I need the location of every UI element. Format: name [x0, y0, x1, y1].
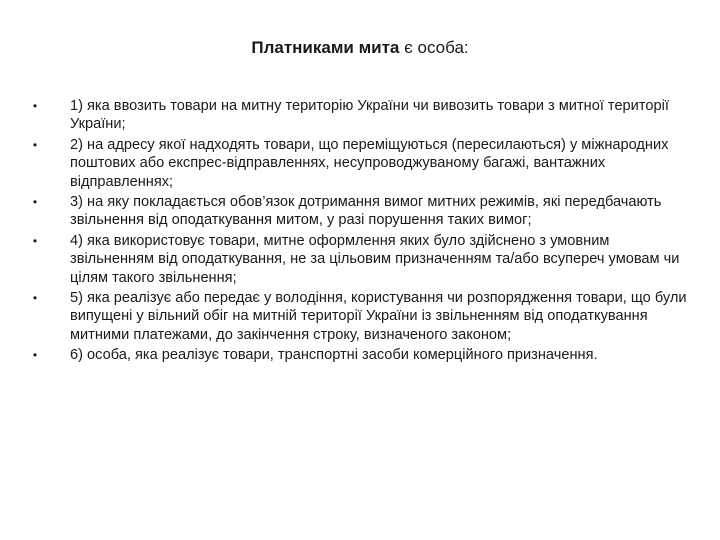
bullet-icon: • [32, 291, 38, 306]
list-item-text: 5) яка реалізує або передає у володіння, користування чи розпорядження товари, що були випущені у вільний обіг на митній території України із звільненням від оподаткування митними платежами, до закінчення строку, визначеного законом; [70, 290, 687, 343]
bullet-icon: • [32, 99, 38, 113]
list-item-text: 6) особа, яка реалізує товари, транспортні засоби комерційного призначення. [70, 347, 598, 364]
slide-title-bold: Платниками мита [251, 38, 400, 57]
slide-title-rest: є особа: [399, 38, 469, 57]
list-item [30, 289, 690, 344]
bullet-icon: • [32, 348, 38, 363]
list-item-text: 1) яка ввозить товари на митну територію України чи вивозить товари з митної території України; [70, 98, 669, 133]
list-item-text: 3) на яку покладається обов’язок дотримання вимог митних режимів, які передбачають звільнення від оподаткування митом, у разі порушення таких вимог; [70, 194, 662, 229]
list-item [30, 232, 690, 287]
list-item [30, 193, 690, 230]
list-item [30, 97, 690, 134]
bullet-icon: • [32, 233, 38, 248]
bullet-icon: • [32, 137, 38, 152]
list-item-text: 4) яка використовує товари, митне оформлення яких було здійснено з умовним звільненням від оподаткування, не за цільовим призначенням та/або всупереч умовам чи цілям такого звільнення; [70, 232, 680, 286]
payer-list [30, 97, 690, 367]
slide-title [0, 38, 720, 58]
bullet-icon: • [32, 195, 38, 210]
list-item [30, 136, 690, 191]
list-item-text: 2) на адресу якої надходять товари, що переміщуються (пересилаються) у міжнародних поштових або експрес-відправленнях, несупроводжуваному багажі, вантажних відправленнях; [70, 136, 669, 190]
list-item [30, 346, 690, 364]
